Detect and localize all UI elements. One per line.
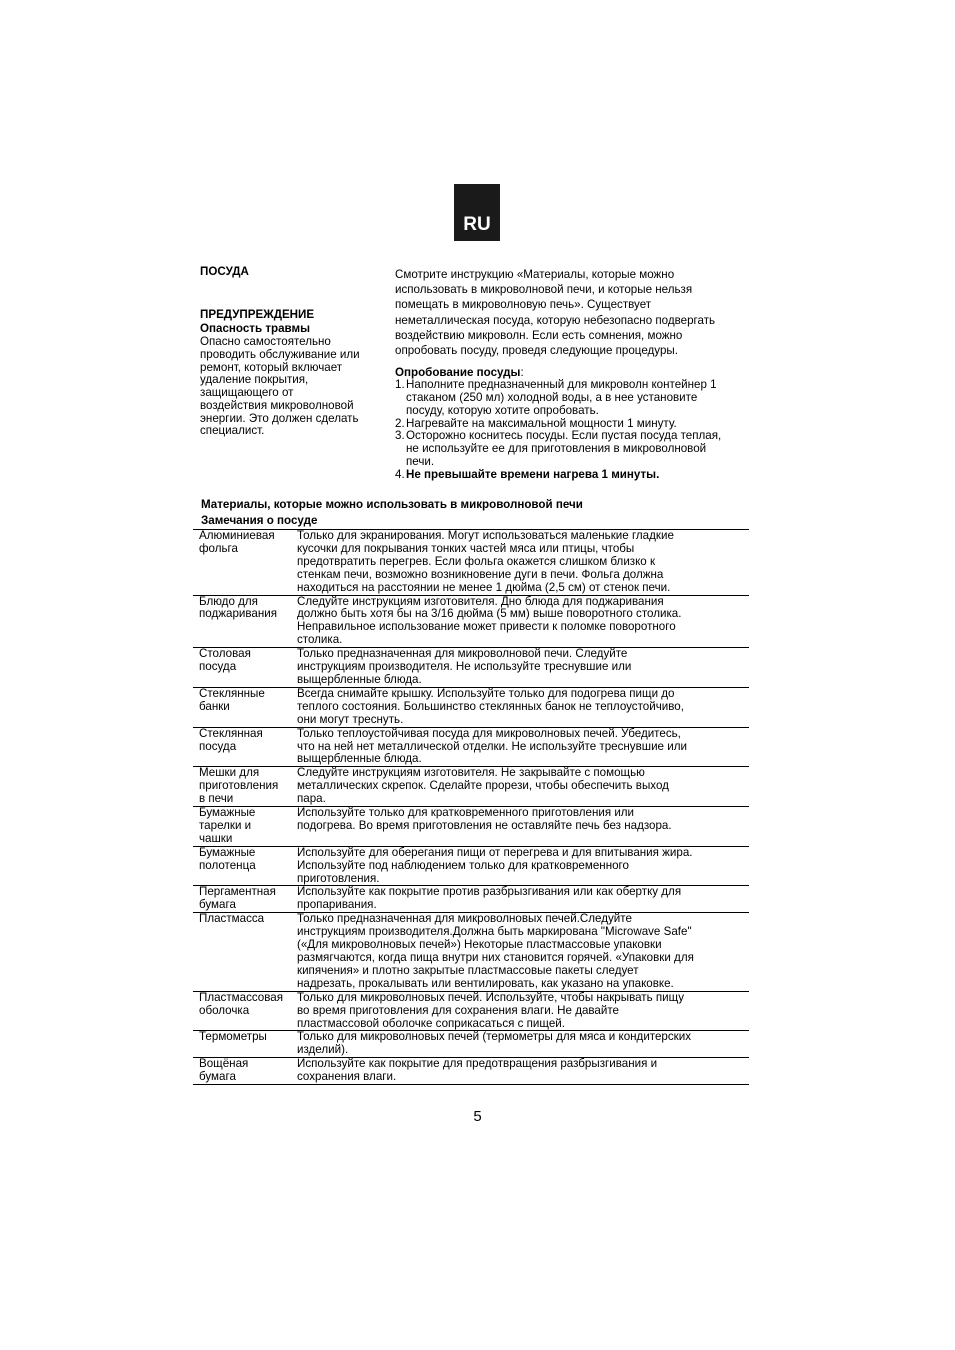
table-row bbox=[193, 687, 749, 727]
material-name-line: Пластмасса bbox=[199, 912, 265, 926]
material-name bbox=[193, 687, 297, 727]
material-name bbox=[193, 727, 297, 767]
material-name bbox=[193, 991, 297, 1031]
table-row bbox=[193, 807, 749, 847]
material-note-line: приготовления. bbox=[297, 871, 380, 885]
material-note-line: Только для микроволновых печей. Используйте, чтобы накрывать пищу bbox=[297, 990, 685, 1004]
material-note bbox=[297, 1031, 749, 1058]
material-note bbox=[297, 886, 749, 913]
test-title: Опробование посуды bbox=[395, 366, 521, 380]
language-badge: RU bbox=[454, 184, 500, 241]
material-name-line: в печи bbox=[199, 792, 234, 806]
material-name-line: тарелки и bbox=[199, 818, 252, 832]
material-name-line: Столовая bbox=[199, 647, 251, 661]
warning-line: ремонт, который включает bbox=[200, 360, 343, 374]
material-note-line: размягчаются, когда пища внутри них становится горячей. «Упаковки для bbox=[297, 951, 694, 964]
material-name bbox=[193, 886, 297, 913]
step-number: 1. bbox=[395, 378, 405, 392]
material-name-line: Стеклянная bbox=[199, 726, 263, 740]
material-name-line: Вощёная bbox=[199, 1057, 249, 1071]
step-number: 2. bbox=[395, 416, 405, 430]
material-note-line: во время приготовления для сохранения влаги. Не давайте bbox=[297, 1003, 619, 1017]
material-note-line: должно быть хотя бы на 3/16 дюйма (5 мм) выше поворотного столика. bbox=[297, 607, 682, 621]
material-note-line: они могут треснуть. bbox=[297, 712, 404, 726]
material-name bbox=[193, 595, 297, 648]
material-note bbox=[297, 530, 749, 596]
table-row bbox=[193, 1031, 749, 1058]
page-number: 5 bbox=[473, 1108, 482, 1125]
step-text bbox=[406, 430, 721, 468]
material-note-line: Используйте для оберегания пищи от перегрева и для впитывания жира. bbox=[297, 845, 693, 859]
material-name-line: Термометры bbox=[199, 1030, 267, 1044]
step-line: Наполните предназначенный для микроволн контейнер 1 bbox=[406, 378, 717, 392]
material-name bbox=[193, 807, 297, 847]
material-note-line: пропаривания. bbox=[297, 898, 377, 912]
material-name-line: чашки bbox=[199, 831, 233, 845]
warning-line: проводить обслуживание или bbox=[200, 347, 360, 361]
material-note-line: выщербленные блюда. bbox=[297, 672, 422, 686]
material-name bbox=[193, 530, 297, 596]
material-note-line: Только предназначенная для микроволновых печей.Следуйте bbox=[297, 912, 632, 926]
material-name-line: Бумажные bbox=[199, 845, 256, 859]
step-line: Осторожно коснитесь посуды. Если пустая посуда теплая, bbox=[406, 429, 722, 443]
step-line: посуду, которую хотите опробовать. bbox=[406, 403, 599, 417]
material-name-line: приготовления bbox=[199, 779, 279, 793]
left-column bbox=[200, 266, 385, 438]
table-row bbox=[193, 991, 749, 1031]
material-name-line: полотенца bbox=[199, 858, 256, 872]
material-name-line: бумага bbox=[199, 898, 236, 912]
material-note-line: предотвратить перегрев. Если фольга окажется слишком близко к bbox=[297, 554, 656, 568]
material-name bbox=[193, 913, 297, 991]
material-note bbox=[297, 595, 749, 648]
material-note-line: инструкциям производителя. Не используйте треснувшие или bbox=[297, 660, 632, 674]
warning-line: энергии. Это должен сделать bbox=[200, 411, 359, 425]
material-note-line: Только теплоустойчивая посуда для микроволновых печей. Убедитесь, bbox=[297, 726, 681, 740]
warning-line: воздействия микроволновой bbox=[200, 398, 354, 412]
material-note-line: что на ней нет металлической отделки. Не используйте треснувшие или bbox=[297, 739, 687, 753]
material-note-line: кипячения» и плотно закрытые пластмассовые пакеты следует bbox=[297, 963, 639, 977]
material-name-line: Блюдо для bbox=[199, 594, 258, 608]
material-note-line: изделий). bbox=[297, 1043, 349, 1057]
test-title-colon: : bbox=[520, 366, 524, 380]
warning-line: Опасно самостоятельно bbox=[200, 334, 331, 348]
material-note-line: Неправильное использование может привести к поломке поворотного bbox=[297, 620, 676, 634]
materials-title: Материалы, которые можно использовать в микроволновой печи bbox=[201, 498, 583, 511]
material-note-line: Используйте под наблюдением только для кратковременного bbox=[297, 858, 629, 872]
intro-line: Смотрите инструкцию «Материалы, которые можно bbox=[395, 268, 675, 281]
material-note bbox=[297, 1058, 749, 1085]
material-note-line: надрезать, прокалывать или вентилировать, как указано на упаковке. bbox=[297, 976, 674, 990]
table-row bbox=[193, 913, 749, 991]
right-column bbox=[395, 267, 760, 482]
material-note-line: выщербленные блюда. bbox=[297, 752, 422, 766]
material-name bbox=[193, 648, 297, 688]
material-name-line: посуда bbox=[199, 660, 237, 674]
warning-title: ПРЕДУПРЕЖДЕНИЕ bbox=[200, 307, 315, 321]
material-note-line: Следуйте инструкциям изготовителя. Дно блюда для поджаривания bbox=[297, 594, 664, 608]
intro-line: неметаллическая посуда, которую небезопасно подвергать bbox=[395, 313, 716, 327]
material-note-line: находиться на расстоянии не менее 1 дюйма (2,5 см) от стенок печи. bbox=[297, 580, 671, 594]
material-note bbox=[297, 767, 749, 807]
material-note-line: столика. bbox=[297, 633, 343, 647]
material-note bbox=[297, 648, 749, 688]
material-name-line: Бумажные bbox=[199, 806, 256, 820]
warning-line: специалист. bbox=[200, 424, 265, 438]
warning-line: удаление покрытия, bbox=[200, 373, 309, 387]
step-line: не используйте ее для приготовления в микроволновой bbox=[406, 442, 707, 456]
intro-line: воздействию микроволн. Если есть сомнения, можно bbox=[395, 328, 683, 342]
intro-line: помещать в микроволновую печь». Существует bbox=[395, 298, 652, 312]
material-name-line: посуда bbox=[199, 739, 237, 753]
step-line: печи. bbox=[406, 455, 435, 468]
material-name-line: оболочка bbox=[199, 1003, 250, 1017]
warning-subtitle: Опасность травмы bbox=[200, 321, 310, 335]
material-name-line: поджаривания bbox=[199, 607, 277, 621]
table-row bbox=[193, 846, 749, 886]
material-name-line: Стеклянные bbox=[199, 686, 265, 700]
material-note-line: Только для микроволновых печей (термометры для мяса и кондитерских bbox=[297, 1030, 692, 1044]
material-name bbox=[193, 846, 297, 886]
table-row bbox=[193, 1058, 749, 1085]
step-text bbox=[406, 469, 659, 482]
step-line: Не превышайте времени нагрева 1 минуты. bbox=[406, 467, 660, 481]
material-note-line: пластмассовой оболочке соприкасаться с пищей. bbox=[297, 1016, 565, 1030]
table-row bbox=[193, 727, 749, 767]
step-number: 4. bbox=[395, 467, 405, 481]
step-line: Нагревайте на максимальной мощности 1 минуту. bbox=[406, 416, 677, 430]
material-note bbox=[297, 913, 749, 991]
section-title: ПОСУДА bbox=[200, 265, 249, 278]
material-note bbox=[297, 727, 749, 767]
material-note-line: Всегда снимайте крышку. Используйте только для подогрева пищи до bbox=[297, 686, 675, 700]
material-note bbox=[297, 846, 749, 886]
material-note-line: Следуйте инструкциям изготовителя. Не закрывайте с помощью bbox=[297, 766, 645, 780]
material-note-line: металлических скрепок. Сделайте прорези, чтобы обеспечить выход bbox=[297, 779, 669, 793]
material-note-line: Только предназначенная для микроволновой печи. Следуйте bbox=[297, 647, 628, 661]
material-note-line: кусочки для покрывания тонких частей мяса или птицы, чтобы bbox=[297, 541, 635, 555]
material-name-line: фольга bbox=[199, 541, 238, 555]
material-note-line: («Для микроволновых печей») Некоторые пластмассовые упаковки bbox=[297, 938, 662, 952]
material-note-line: Используйте как покрытие против разбрызгивания или как обертку для bbox=[297, 885, 682, 899]
test-step bbox=[395, 469, 760, 482]
material-name bbox=[193, 1031, 297, 1058]
material-note-line: пара. bbox=[297, 792, 326, 806]
material-name-line: банки bbox=[199, 699, 230, 713]
material-note-line: Используйте как покрытие для предотвращения разбрызгивания и bbox=[297, 1057, 658, 1071]
material-name-line: Пергаментная bbox=[199, 885, 276, 899]
intro-paragraph bbox=[395, 267, 760, 358]
notes-title: Замечания о посуде bbox=[201, 514, 318, 527]
table-row bbox=[193, 886, 749, 913]
material-note-line: сохранения влаги. bbox=[297, 1070, 397, 1084]
materials-table bbox=[193, 529, 749, 1085]
intro-line: использовать в микроволновой печи, и которые нельзя bbox=[395, 283, 693, 297]
intro-line: опробовать посуду, проведя следующие процедуры. bbox=[395, 344, 678, 358]
material-note-line: стенкам печи, возможно возникновение дуги в печи. Фольга должна bbox=[297, 567, 664, 581]
material-name-line: бумага bbox=[199, 1070, 236, 1084]
test-step bbox=[395, 430, 760, 468]
step-text bbox=[406, 379, 717, 417]
table-row bbox=[193, 595, 749, 648]
table-row bbox=[193, 767, 749, 807]
material-note bbox=[297, 807, 749, 847]
test-steps bbox=[395, 379, 760, 481]
material-note-line: подогрева. Во время приготовления не оставляйте печь без надзора. bbox=[297, 818, 672, 832]
step-line: стаканом (250 мл) холодной воды, а в нее установите bbox=[406, 391, 698, 405]
material-name bbox=[193, 1058, 297, 1085]
material-name-line: Алюминиевая bbox=[199, 529, 275, 542]
table-row bbox=[193, 648, 749, 688]
material-note bbox=[297, 687, 749, 727]
material-name bbox=[193, 767, 297, 807]
material-name-line: Пластмассовая bbox=[199, 990, 283, 1004]
warning-text bbox=[200, 336, 385, 438]
material-note-line: теплого состояния. Большинство стеклянных банок не теплоустойчиво, bbox=[297, 699, 684, 713]
table-row bbox=[193, 530, 749, 596]
warning-line: защищающего от bbox=[200, 386, 294, 400]
test-step bbox=[395, 379, 760, 417]
material-note-line: Только для экранирования. Могут использоваться маленькие гладкие bbox=[297, 529, 674, 542]
material-note-line: Используйте только для кратковременного приготовления или bbox=[297, 806, 635, 820]
material-name-line: Мешки для bbox=[199, 766, 260, 780]
material-note-line: инструкциям производителя.Должна быть маркирована "Microwave Safe" bbox=[297, 925, 692, 939]
step-number: 3. bbox=[395, 429, 405, 443]
material-note bbox=[297, 991, 749, 1031]
